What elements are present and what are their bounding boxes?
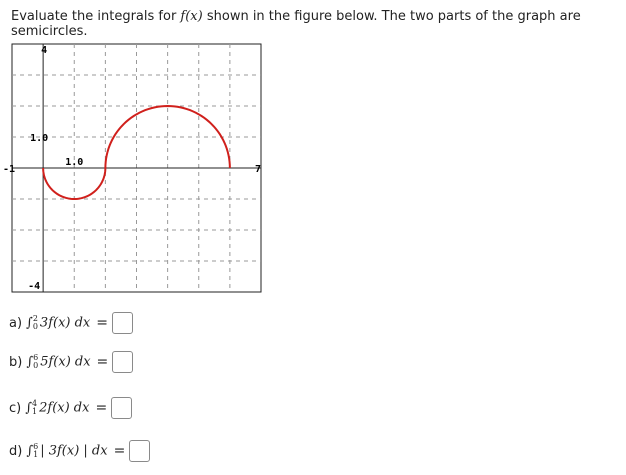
answer-input-c[interactable] <box>111 397 132 419</box>
prompt-text-after: shown in the figure below. The two parts of the graph are semicircles. <box>11 9 581 39</box>
answer-input-d[interactable] <box>129 440 150 462</box>
y-max-label: 4 <box>41 45 48 56</box>
x-min-label: -1 <box>3 164 16 175</box>
x-max-label: 7 <box>255 164 262 175</box>
integral-expression: ∫ 4 1 2f(x) dx <box>25 399 90 416</box>
question-a <box>9 312 133 334</box>
integrand: 5f(x) dx <box>40 354 91 370</box>
lower-limit: 0 <box>32 322 38 331</box>
integrand: 2f(x) dx <box>39 400 90 416</box>
prompt-text-before: Evaluate the integrals for <box>11 9 181 24</box>
equals-sign: = <box>96 315 108 331</box>
upper-limit: 2 <box>32 314 38 323</box>
question-letter: c) <box>9 400 22 416</box>
equals-sign: = <box>113 443 126 459</box>
question-c <box>9 397 132 419</box>
upper-limit: 6 <box>33 442 39 451</box>
x-tick-label: 1.0 <box>65 157 84 168</box>
upper-limit: 6 <box>33 353 39 362</box>
upper-limit: 4 <box>32 399 38 408</box>
answer-input-a[interactable] <box>112 312 133 334</box>
equals-sign: = <box>96 354 109 370</box>
y-min-label: -4 <box>28 281 41 292</box>
answer-input-b[interactable] <box>112 351 133 373</box>
integral-expression: ∫ 6 1 | 3f(x) | dx <box>26 442 108 459</box>
lower-limit: 1 <box>32 407 38 416</box>
question-d <box>9 440 150 462</box>
equals-sign: = <box>95 400 108 416</box>
question-letter: b) <box>9 354 23 370</box>
question-b <box>9 351 133 373</box>
y-tick-label: 1.0 <box>30 133 49 144</box>
question-letter: a) <box>9 315 23 331</box>
lower-limit: 1 <box>33 450 39 459</box>
question-letter: d) <box>9 443 23 459</box>
integrand: | 3f(x) | dx <box>40 443 108 459</box>
integrand: 3f(x) dx <box>39 315 91 331</box>
prompt-function: f(x) <box>180 9 203 24</box>
lower-limit: 0 <box>33 361 39 370</box>
integral-expression: ∫ 6 0 5f(x) dx <box>26 353 91 370</box>
integral-expression: ∫ 2 0 3f(x) dx <box>26 314 91 331</box>
